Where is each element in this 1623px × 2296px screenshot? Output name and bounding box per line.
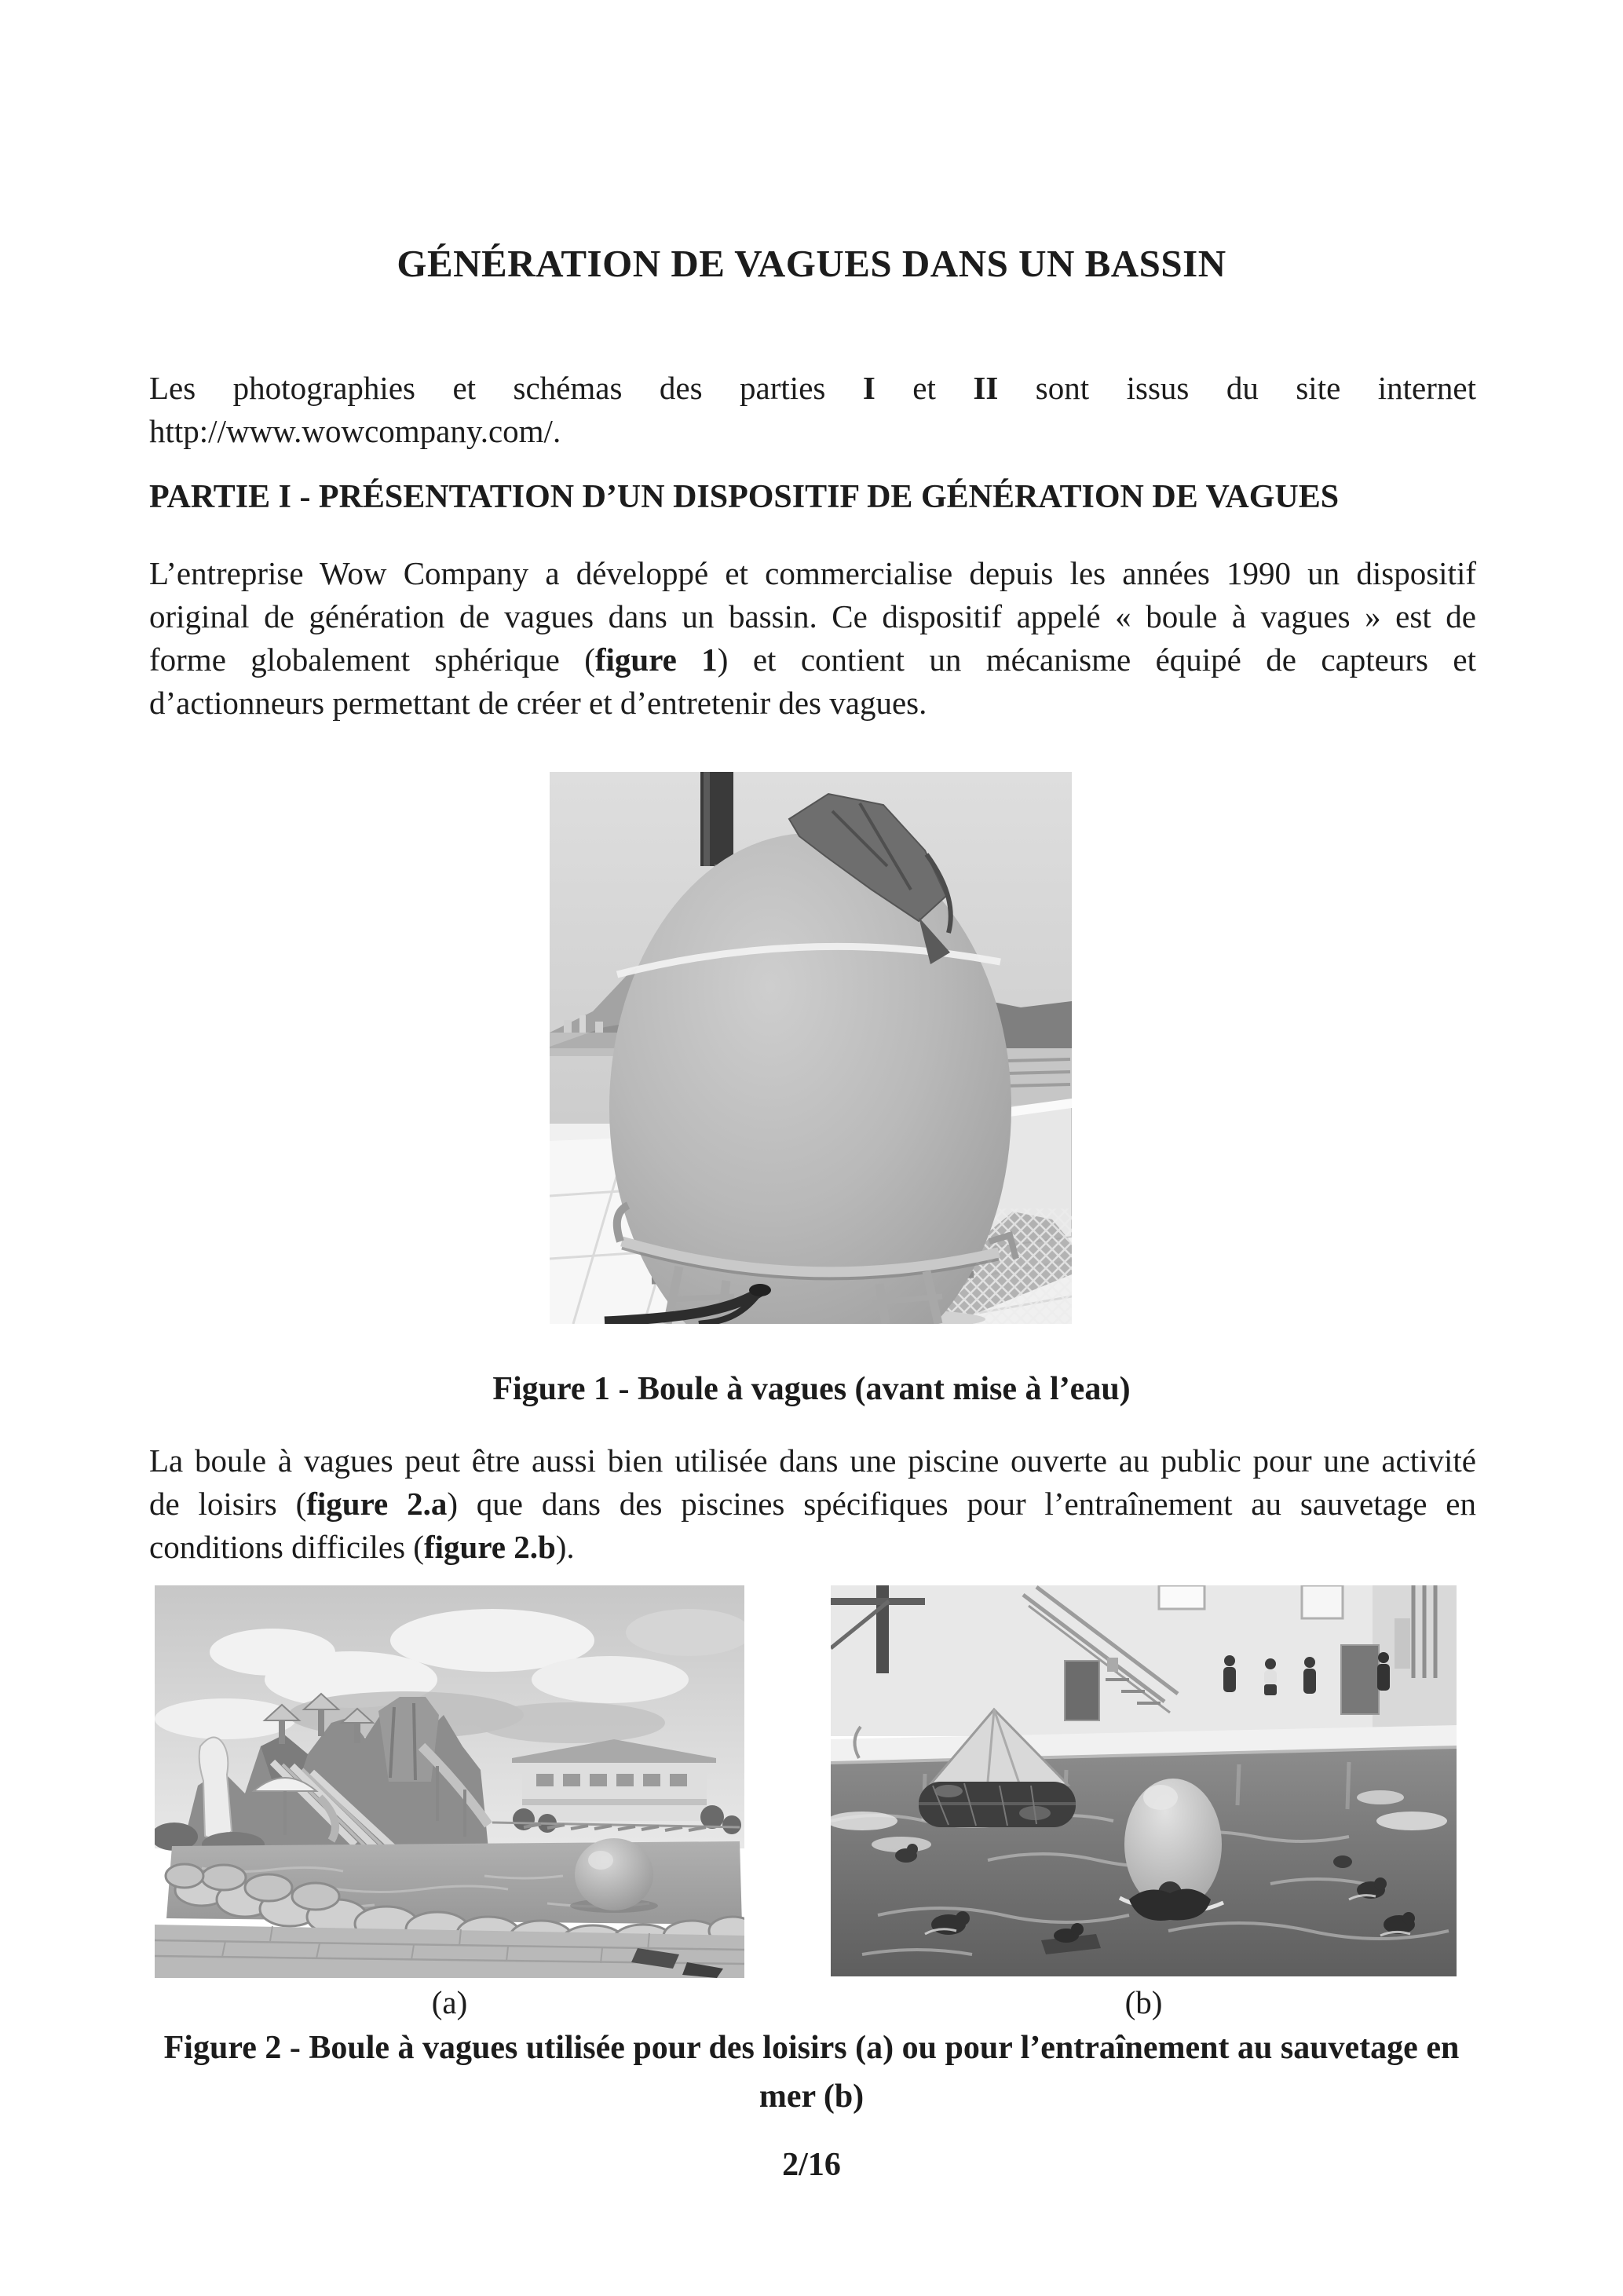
text-line: L’entreprise Wow Company a développé et commercialise depuis les années 1990 un dispositif (149, 555, 1476, 591)
figure2-caption-line2: mer (b) (758, 2078, 865, 2115)
text-line (149, 1483, 1476, 1526)
partie1-paragraph (149, 552, 1476, 725)
text-segment: Les photographies et schémas des parties (149, 370, 863, 406)
text-segment: et (875, 370, 974, 406)
text-line (149, 1526, 1476, 1569)
figure1-caption: Figure 1 - Boule à vagues (avant mise à l’eau) (492, 1371, 1131, 1407)
figure1-photo-illustration (550, 772, 1072, 1324)
text-segment: conditions difficiles ( (149, 1529, 424, 1565)
figure2-caption-line1: Figure 2 - Boule à vagues utilisée pour des loisirs (a) ou pour l’entraînement au sauvetage en (163, 2030, 1460, 2066)
page-number: 2/16 (782, 2147, 841, 2183)
figure2-caption (71, 2024, 1552, 2121)
text-segment: ) que dans des piscines spécifiques pour l’entraînement au sauvetage en (447, 1486, 1476, 1522)
text-segment: ) et contient un mécanisme équipé de capteurs et (717, 642, 1476, 678)
figure2b-photo (831, 1585, 1457, 1976)
figure2-label-b: (b) (1124, 1984, 1163, 2020)
text-line (149, 367, 1476, 410)
bold-text: I (862, 370, 875, 406)
figure2a-photo-illustration (155, 1585, 744, 1978)
bold-text: figure 2.a (306, 1486, 448, 1522)
usage-paragraph (149, 1439, 1476, 1569)
text-segment: forme globalement sphérique ( (149, 642, 595, 678)
text-line (149, 638, 1476, 682)
figure2-label-a: (a) (431, 1984, 468, 2020)
figure2b-photo-illustration (831, 1585, 1457, 1976)
bold-text: figure 2.b (423, 1529, 556, 1565)
text-segment: ). (555, 1529, 575, 1565)
figure1-photo (550, 772, 1072, 1324)
text-segment: de loisirs ( (149, 1486, 307, 1522)
text-line: La boule à vagues peut être aussi bien utilisée dans une piscine ouverte au public pour une activité (149, 1442, 1476, 1479)
figure2a-photo (155, 1585, 744, 1978)
text-line-url: http://www.wowcompany.com/. (149, 413, 561, 449)
text-segment: sont issus du site internet (998, 370, 1476, 406)
hall-wall (831, 1585, 1457, 1736)
text-line: d’actionneurs permettant de créer et d’entretenir des vagues. (149, 685, 927, 721)
intro-paragraph (149, 367, 1476, 453)
page-title: GÉNÉRATION DE VAGUES DANS UN BASSIN (397, 242, 1226, 285)
bold-text: figure 1 (594, 642, 718, 678)
section-heading-partie1: PARTIE I - PRÉSENTATION D’UN DISPOSITIF DE GÉNÉRATION DE VAGUES (149, 479, 1340, 515)
bold-text: II (973, 370, 999, 406)
text-line: original de génération de vagues dans un bassin. Ce dispositif appelé « boule à vagues » est de (149, 598, 1476, 634)
